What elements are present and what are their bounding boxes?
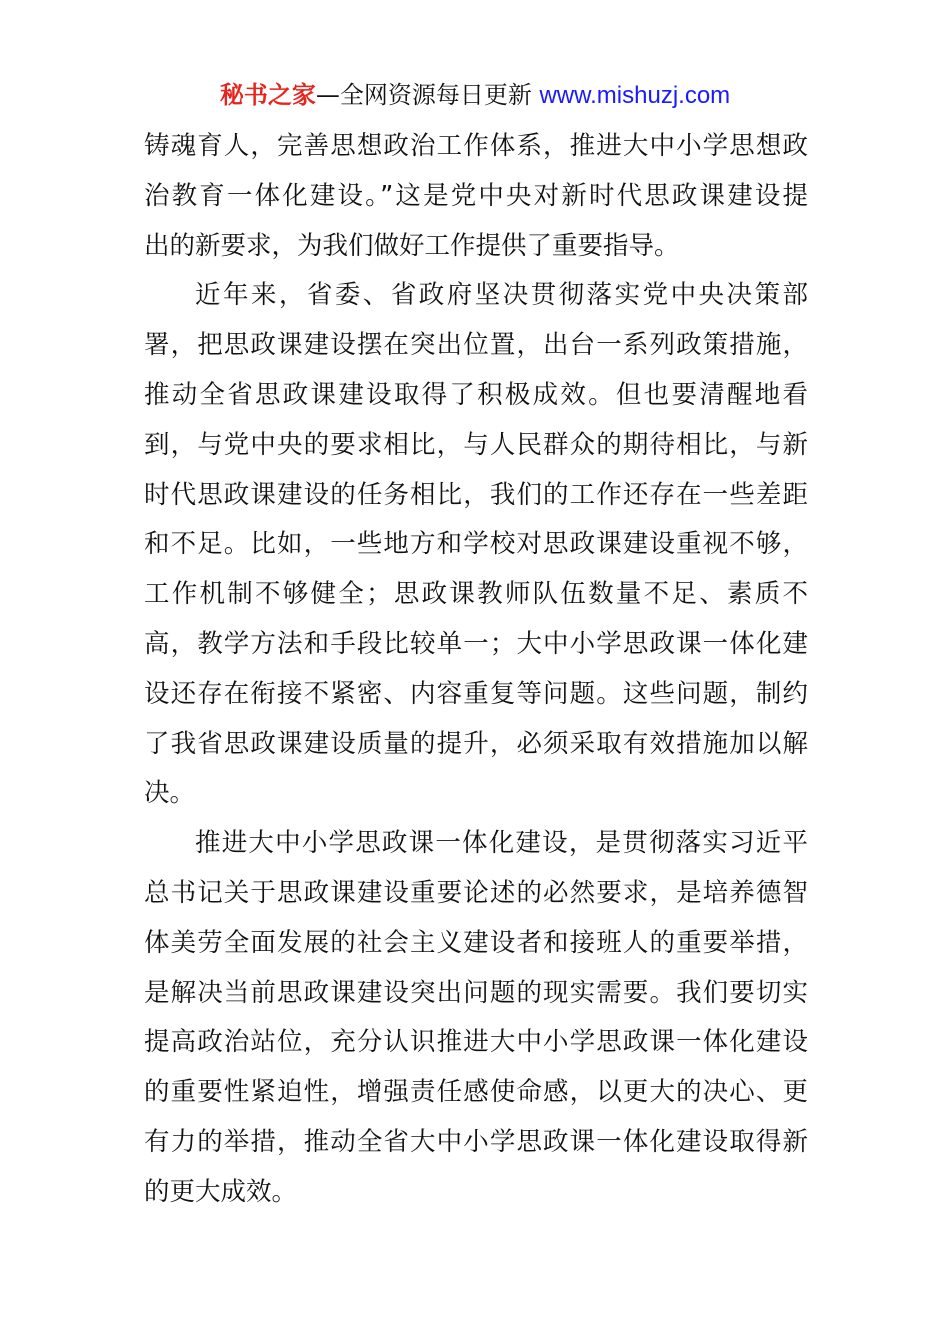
document-body <box>144 122 808 1218</box>
text-line: 近年来，省委、省政府坚决贯彻落实党中央决策部 <box>195 280 808 311</box>
text-line: 时代思政课建设的任务相比，我们的工作还存在一些差距 <box>144 479 808 510</box>
brand-name: 秘书之家 <box>219 81 316 109</box>
text-line: 署，把思政课建设摆在突出位置，出台一系列政策措施， <box>144 330 808 361</box>
text-line: 了我省思政课建设质量的提升，必须采取有效措施加以解 <box>144 728 808 759</box>
site-url[interactable]: www.mishuzj.com <box>539 82 731 109</box>
text-line: 总书记关于思政课建设重要论述的必然要求，是培养德智 <box>144 877 808 908</box>
text-line: 高，教学方法和手段比较单一；大中小学思政课一体化建 <box>144 628 808 659</box>
text-line: 到，与党中央的要求相比，与人民群众的期待相比，与新 <box>144 429 808 460</box>
text-line: 是解决当前思政课建设突出问题的现实需要。我们要切实 <box>144 977 808 1008</box>
text-line: 提高政治站位，充分认识推进大中小学思政课一体化建设 <box>144 1027 808 1058</box>
text-line: 的更大成效。 <box>144 1176 298 1207</box>
text-line: 决。 <box>144 778 196 809</box>
text-line: 铸魂育人，完善思想政治工作体系，推进大中小学思想政 <box>144 131 808 161</box>
paragraph <box>144 819 808 1217</box>
text-line: 体美劳全面发展的社会主义建设者和接班人的重要举措， <box>144 927 808 958</box>
text-line: 治教育一体化建设。”这是党中央对新时代思政课建设提 <box>144 180 808 211</box>
text-line: 有力的举措，推动全省大中小学思政课一体化建设取得新 <box>144 1126 808 1157</box>
text-line: 工作机制不够健全；思政课教师队伍数量不足、素质不 <box>144 579 808 610</box>
site-header <box>0 78 950 113</box>
text-line: 推动全省思政课建设取得了积极成效。但也要清醒地看 <box>144 379 808 410</box>
text-line: 和不足。比如，一些地方和学校对思政课建设重视不够， <box>144 529 808 560</box>
header-slogan: —全网资源每日更新 <box>315 81 540 109</box>
text-line: 设还存在衔接不紧密、内容重复等问题。这些问题，制约 <box>144 678 808 709</box>
text-line: 推进大中小学思政课一体化建设，是贯彻落实习近平 <box>195 828 808 859</box>
text-line: 的重要性紧迫性，增强责任感使命感，以更大的决心、更 <box>144 1077 808 1108</box>
paragraph <box>144 271 808 819</box>
text-line: 出的新要求，为我们做好工作提供了重要指导。 <box>144 230 680 261</box>
paragraph <box>144 122 808 271</box>
